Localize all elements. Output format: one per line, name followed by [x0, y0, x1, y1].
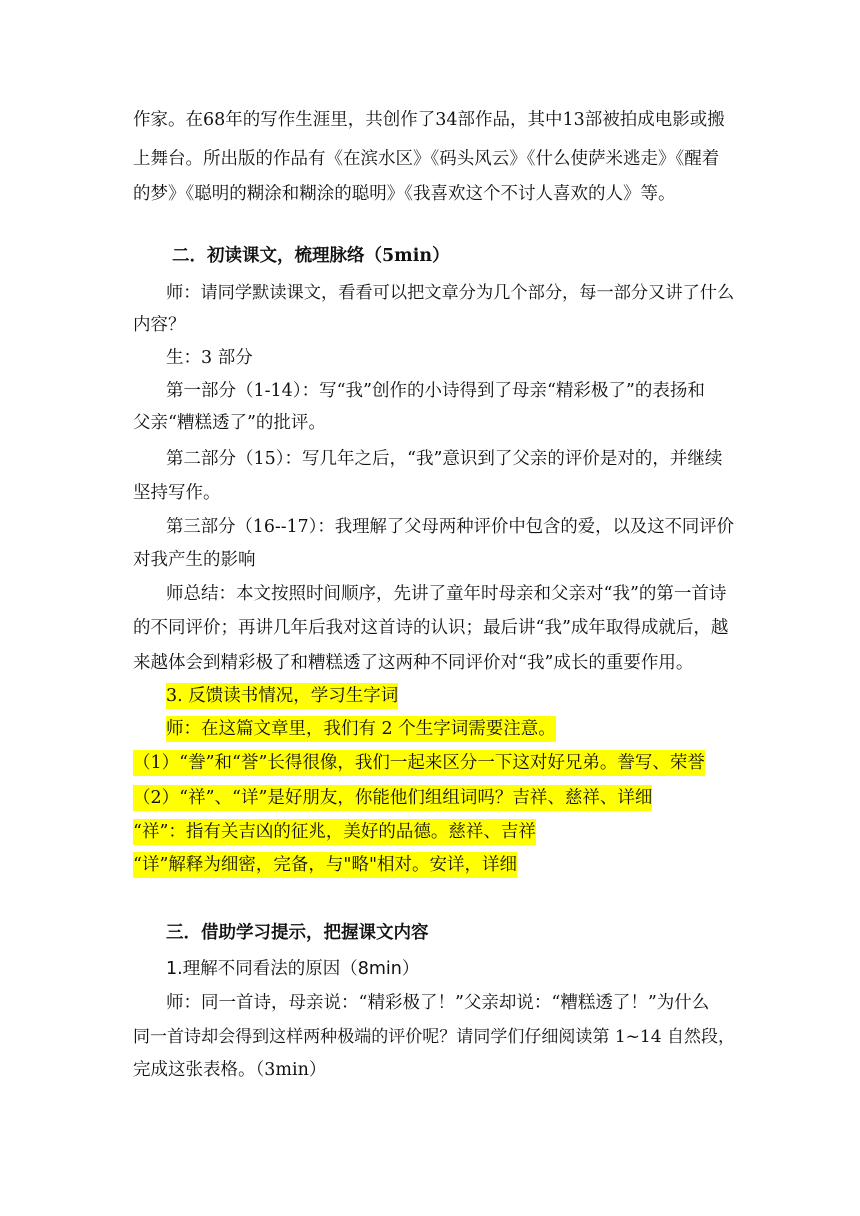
summary-line-2: 的不同评价；再讲几年后我对这首诗的认识；最后讲“我”成年取得成就后，越	[133, 618, 729, 638]
task-line-1: 师：同一首诗，母亲说：“精彩极了！”父亲却说：“糟糕透了！”为什么	[166, 993, 710, 1013]
section-2-heading: 二．初读课文，梳理脉络（5min）	[172, 246, 450, 266]
student-answer: 生：3 部分	[166, 348, 253, 368]
highlight-line-4: “详”解释为细密，完备，与"略"相对。安详，详细	[133, 852, 517, 878]
part-1-line-1: 第一部分（1-14）：写“我”创作的小诗得到了母亲“精彩极了”的表扬和	[166, 381, 705, 401]
part-2-line-2: 坚持写作。	[133, 483, 221, 503]
teacher-question-2: 内容？	[133, 315, 186, 335]
task-line-3: 完成这张表格。（3min）	[133, 1060, 327, 1080]
part-3-line-2: 对我产生的影响	[133, 550, 256, 570]
section-3-heading: 三．借助学习提示，把握课文内容	[166, 923, 429, 943]
highlight-subheading: 3. 反馈读书情况，学习生字词	[166, 683, 398, 709]
intro-line-3: 的梦》《聪明的糊涂和糊涂的聪明》《我喜欢这个不讨人喜欢的人》等。	[133, 184, 676, 204]
highlight-line-2: （2）“祥”、“详”是好朋友，你能他们组组词吗？吉祥、慈祥、详细	[133, 785, 652, 811]
part-3-line-1: 第三部分（16--17）：我理解了父母两种评价中包含的爱，以及这不同评价	[166, 517, 735, 537]
intro-line-1: 作家。在68年的写作生涯里，共创作了34部作品，其中13部被拍成电影或搬	[133, 110, 725, 130]
highlight-line-teacher: 师：在这篇文章里，我们有 2 个生字词需要注意。	[166, 716, 556, 742]
highlight-line-1: （1）“誊”和“誉”长得很像，我们一起来区分一下这对好兄弟。誊写、荣誉	[133, 750, 705, 776]
part-1-line-2: 父亲“糟糕透了”的批评。	[133, 413, 326, 433]
section-3-subheading: 1.理解不同看法的原因（8min）	[166, 959, 420, 979]
part-2-line-1: 第二部分（15）：写几年之后，“我”意识到了父亲的评价是对的，并继续	[166, 449, 723, 469]
summary-line-3: 来越体会到精彩极了和糟糕透了这两种不同评价对“我”成长的重要作用。	[133, 653, 694, 673]
intro-line-2: 上舞台。所出版的作品有《在滨水区》《码头风云》《什么使萨米逃走》《醒着	[133, 149, 720, 169]
teacher-question-1: 师：请同学默读课文，看看可以把文章分为几个部分，每一部分又讲了什么	[166, 283, 735, 303]
summary-line-1: 师总结：本文按照时间顺序，先讲了童年时母亲和父亲对“我”的第一首诗	[166, 584, 727, 604]
highlight-line-3: “祥”：指有关吉凶的征兆，美好的品德。慈祥、吉祥	[133, 819, 536, 845]
task-line-2: 同一首诗却会得到这样两种极端的评价呢？请同学们仔细阅读第 1~14 自然段，	[133, 1027, 736, 1047]
